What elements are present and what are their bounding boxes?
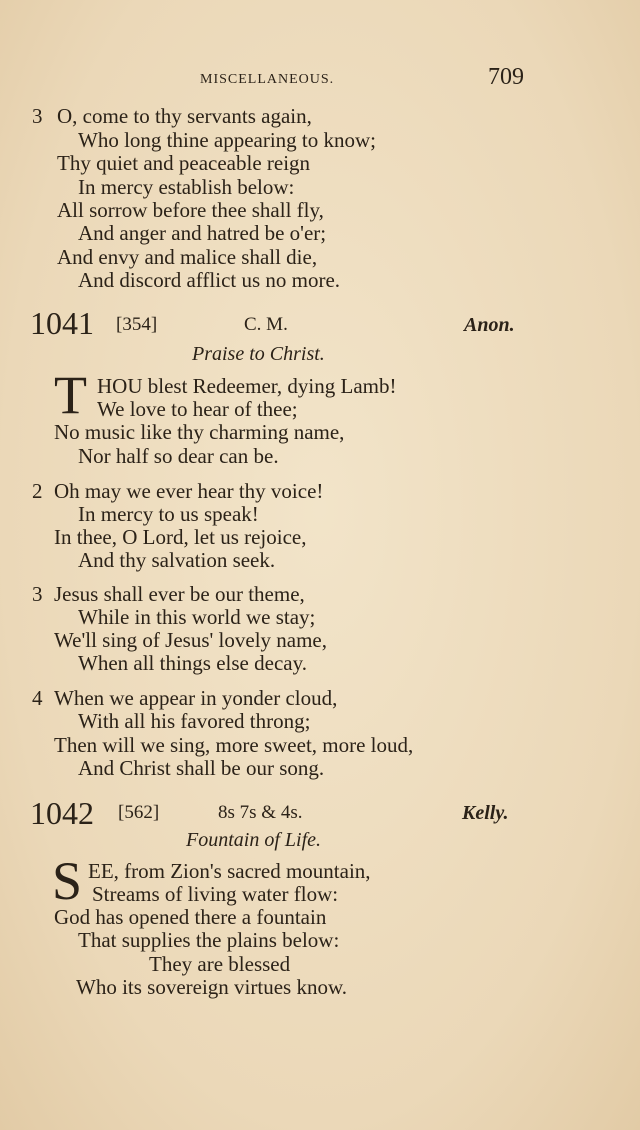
- stanza-number: 3: [32, 582, 43, 606]
- verse-line: And Christ shall be our song.: [78, 756, 325, 780]
- hymn-meter: C. M.: [244, 314, 288, 335]
- running-header: MISCELLANEOUS.: [200, 72, 335, 87]
- hymn-reference: [562]: [118, 802, 160, 823]
- stanza-number: 3: [32, 104, 43, 128]
- verse-line: And anger and hatred be o'er;: [78, 221, 327, 245]
- verse-line: Nor half so dear can be.: [78, 444, 279, 468]
- verse-line: That supplies the plains below:: [78, 928, 340, 952]
- verse-line: Oh may we ever hear thy voice!: [54, 479, 324, 503]
- stanza-number: 2: [32, 479, 43, 503]
- verse-line: God has opened there a fountain: [54, 905, 327, 929]
- verse-line: Who long thine appearing to know;: [78, 128, 377, 152]
- verse-line: Then will we sing, more sweet, more loud,: [54, 733, 414, 757]
- hymn-title: Fountain of Life.: [186, 829, 321, 851]
- verse-line: Thy quiet and peaceable reign: [57, 151, 311, 175]
- verse-line: When we appear in yonder cloud,: [54, 686, 338, 710]
- verse-line: Who its sovereign virtues know.: [76, 975, 348, 999]
- verse-line: Streams of living water flow:: [92, 882, 339, 906]
- stanza-number: 4: [32, 686, 43, 710]
- hymn-meter: 8s 7s & 4s.: [218, 802, 303, 823]
- verse-line: HOU blest Redeemer, dying Lamb!: [97, 374, 397, 398]
- verse-line: All sorrow before thee shall fly,: [57, 198, 324, 222]
- verse-line: When all things else decay.: [78, 651, 307, 675]
- verse-line: In mercy to us speak!: [78, 502, 259, 526]
- verse-line: In thee, O Lord, let us rejoice,: [54, 525, 307, 549]
- verse-line: With all his favored throng;: [78, 709, 311, 733]
- verse-line: And envy and malice shall die,: [57, 245, 318, 269]
- verse-line: We'll sing of Jesus' lovely name,: [54, 628, 327, 652]
- verse-line: O, come to thy servants again,: [57, 104, 312, 128]
- hymn-author: Kelly.: [462, 802, 509, 824]
- verse-line: While in this world we stay;: [78, 605, 316, 629]
- verse-line: And thy salvation seek.: [78, 548, 276, 572]
- verse-line: No music like thy charming name,: [54, 420, 345, 444]
- hymn-number: 1042: [30, 795, 94, 831]
- hymn-number: 1041: [30, 305, 94, 341]
- verse-line: They are blessed: [149, 952, 291, 976]
- hymn-title: Praise to Christ.: [192, 343, 325, 365]
- hymn-reference: [354]: [116, 314, 158, 335]
- verse-line: Jesus shall ever be our theme,: [54, 582, 305, 606]
- page-number: 709: [488, 64, 524, 90]
- verse-line: In mercy establish below:: [78, 175, 295, 199]
- verse-line: And discord afflict us no more.: [78, 268, 341, 292]
- verse-line: EE, from Zion's sacred mountain,: [88, 859, 371, 883]
- drop-cap: T: [54, 365, 87, 425]
- hymn-author: Anon.: [464, 314, 515, 336]
- verse-line: We love to hear of thee;: [97, 397, 298, 421]
- drop-cap: S: [52, 851, 83, 911]
